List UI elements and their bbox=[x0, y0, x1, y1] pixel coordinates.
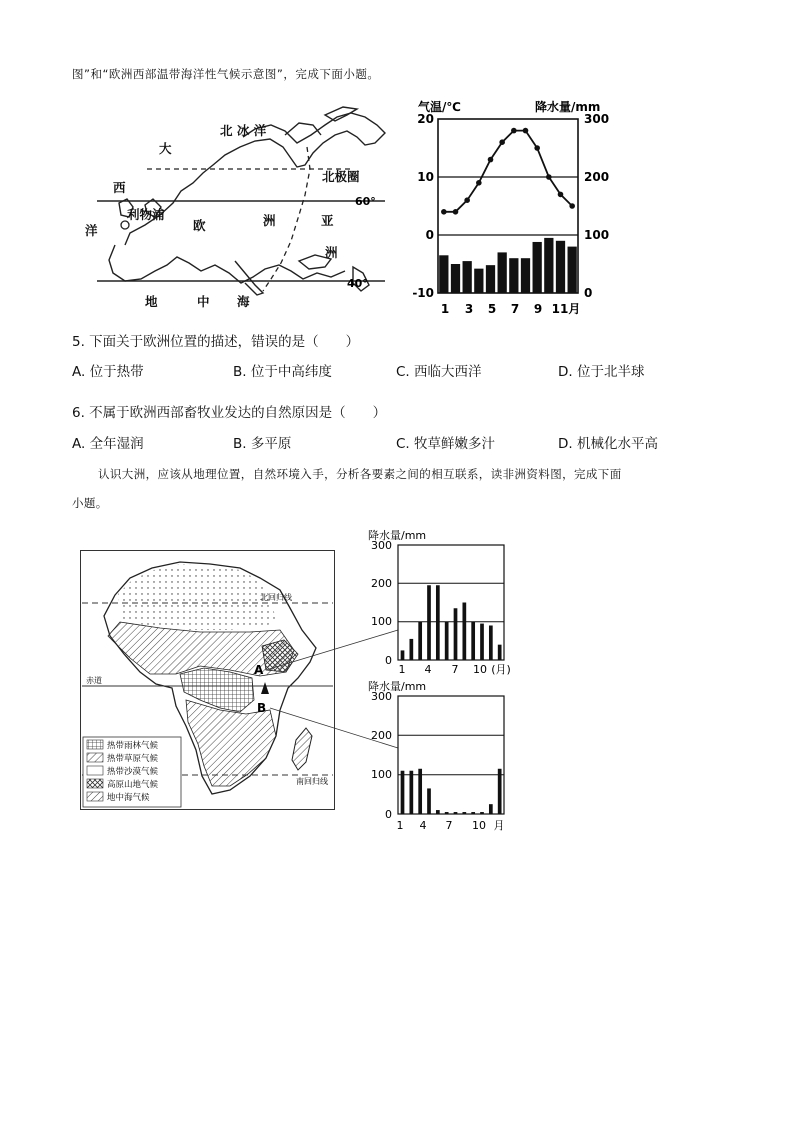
chart-a-xtick-1: 1 bbox=[398, 663, 406, 675]
chart-a-ytick-200: 200 bbox=[371, 577, 392, 590]
temperature-point-7 bbox=[511, 128, 517, 134]
chart-a-frame bbox=[398, 545, 504, 660]
chart-a-bar-9 bbox=[471, 622, 475, 660]
month-tick-1: 1 bbox=[440, 302, 450, 316]
chart-b-bar-1 bbox=[401, 771, 405, 814]
label-equator: 赤道 bbox=[86, 676, 102, 685]
chart-a-xtick-month: (月) bbox=[491, 663, 511, 675]
precip-tick-0: 0 bbox=[584, 286, 593, 300]
intro-line: 图”和“欧洲西部温带海洋性气候示意图”，完成下面小题。 bbox=[72, 67, 380, 81]
temperature-point-6 bbox=[499, 139, 505, 145]
q5-stem: 5. 下面关于欧洲位置的描述，错误的是（ ） bbox=[72, 334, 360, 350]
precip-bar-9 bbox=[533, 242, 542, 293]
legend-swatch-savanna bbox=[87, 753, 103, 762]
q6-stem: 6. 不属于欧洲西部畜牧业发达的自然原因是（ ） bbox=[72, 405, 387, 421]
africa-intro-line2: 小题。 bbox=[72, 496, 108, 510]
chart-a-bar-2 bbox=[409, 639, 413, 660]
q5-option-a[interactable]: A. 位于热带 bbox=[72, 364, 144, 380]
label-yang: 洋 bbox=[85, 223, 98, 238]
temp-tick-20: 20 bbox=[417, 112, 434, 126]
label-lat-60: 60° bbox=[355, 195, 376, 208]
temperature-point-9 bbox=[534, 145, 540, 151]
chart-b-xtick-10: 10 bbox=[472, 819, 486, 832]
label-liverpool: 利物浦 bbox=[127, 207, 165, 222]
label-ya: 亚 bbox=[321, 213, 334, 228]
label-xi: 西 bbox=[113, 180, 126, 195]
chart-b-bar-3 bbox=[418, 769, 422, 814]
precip-tick-100: 100 bbox=[584, 228, 610, 242]
label-arctic-ocean: 北 冰 洋 bbox=[220, 123, 267, 138]
chart-b-bar-9 bbox=[471, 812, 475, 814]
temperature-point-3 bbox=[464, 197, 470, 203]
chart-b-xtick-1: 1 bbox=[396, 819, 404, 832]
chart-a-xtick-10: 10 bbox=[473, 663, 487, 675]
legend-swatch-mediterranean bbox=[87, 792, 103, 801]
chart-b-ytick-200: 200 bbox=[371, 729, 392, 742]
precip-bar-4 bbox=[474, 269, 483, 293]
precip-tick-200: 200 bbox=[584, 170, 610, 184]
chart-a-bar-6 bbox=[445, 622, 449, 660]
italy-outline bbox=[235, 261, 263, 295]
label-di: 地 bbox=[145, 294, 158, 309]
europe-map bbox=[85, 95, 395, 315]
precip-chart-a bbox=[360, 525, 520, 675]
climate-chart bbox=[400, 95, 615, 320]
label-hai: 海 bbox=[237, 294, 250, 309]
label-lat-40: 40° bbox=[347, 277, 368, 290]
q6-option-a[interactable]: A. 全年湿润 bbox=[72, 436, 144, 452]
chart-b-ytick-300: 300 bbox=[371, 690, 392, 703]
temp-tick-10: 10 bbox=[417, 170, 434, 184]
chart-b-bar-2 bbox=[409, 771, 413, 814]
temperature-point-2 bbox=[453, 209, 459, 215]
precip-bar-10 bbox=[544, 238, 553, 293]
q6-option-d[interactable]: D. 机械化水平高 bbox=[558, 436, 658, 452]
chart-a-bar-12 bbox=[498, 645, 502, 660]
precip-chart-b bbox=[360, 676, 520, 836]
label-zhou-europe: 洲 bbox=[263, 213, 276, 228]
chart-a-ytick-300: 300 bbox=[371, 539, 392, 552]
chart-b-axis-title: 降水量/mm bbox=[368, 680, 427, 693]
precip-bar-12 bbox=[568, 247, 577, 293]
label-point-a: A bbox=[254, 663, 264, 677]
month-tick-3: 3 bbox=[464, 302, 474, 316]
chart-b-bar-5 bbox=[436, 810, 440, 814]
chart-a-bar-3 bbox=[418, 622, 422, 660]
iberia-coast bbox=[109, 245, 345, 283]
precip-bar-2 bbox=[451, 264, 460, 293]
precip-bar-7 bbox=[509, 258, 518, 293]
precip-bar-11 bbox=[556, 241, 565, 293]
chart-b-bar-7 bbox=[454, 812, 458, 814]
temperature-point-11 bbox=[558, 192, 564, 198]
chart-a-bar-10 bbox=[480, 624, 484, 660]
label-tropic-cancer: 北回归线 bbox=[260, 593, 292, 602]
label-ou: 欧 bbox=[193, 218, 206, 233]
chart-b-bar-4 bbox=[427, 788, 431, 814]
chart-a-bar-7 bbox=[454, 608, 458, 660]
chart-b-bar-10 bbox=[480, 812, 484, 814]
temperature-point-5 bbox=[488, 157, 494, 163]
chart-a-xtick-7: 7 bbox=[451, 663, 459, 675]
label-zhou-asia: 洲 bbox=[325, 245, 338, 260]
chart-b-frame bbox=[398, 696, 504, 814]
legend-label-savanna: 热带草原气候 bbox=[107, 754, 159, 764]
chart-a-ytick-100: 100 bbox=[371, 615, 392, 628]
scandinavia-north bbox=[285, 123, 321, 135]
precip-bar-8 bbox=[521, 258, 530, 293]
chart-a-bar-4 bbox=[427, 585, 431, 660]
precip-axis-title: 降水量/mm bbox=[535, 100, 601, 114]
label-da: 大 bbox=[159, 141, 172, 156]
chart-a-bar-11 bbox=[489, 626, 493, 661]
chart-a-bar-1 bbox=[401, 650, 405, 660]
q6-option-b[interactable]: B. 多平原 bbox=[233, 436, 292, 452]
label-zhong: 中 bbox=[197, 294, 210, 309]
q6-option-c[interactable]: C. 牧草鲜嫩多汁 bbox=[396, 436, 496, 452]
label-arctic-circle: 北极圈 bbox=[322, 169, 360, 184]
africa-intro-line1: 认识大洲，应该从地理位置，自然环境入手，分析各要素之间的相互联系，读非洲资料图，完成下面 bbox=[98, 467, 622, 481]
chart-a-bar-5 bbox=[436, 585, 440, 660]
chart-b-bar-8 bbox=[462, 812, 466, 814]
chart-a-bar-8 bbox=[462, 603, 466, 661]
temp-axis-title: 气温/℃ bbox=[418, 100, 461, 114]
temperature-point-8 bbox=[523, 128, 529, 134]
chart-b-xtick-4: 4 bbox=[419, 819, 427, 832]
precip-bar-1 bbox=[439, 255, 448, 293]
temperature-point-10 bbox=[546, 174, 552, 180]
month-tick-11: 11月 bbox=[551, 302, 581, 316]
legend-swatch-highland bbox=[87, 779, 103, 788]
q5-option-d[interactable]: D. 位于北半球 bbox=[558, 364, 645, 380]
temperature-point-12 bbox=[569, 203, 575, 209]
month-tick-7: 7 bbox=[510, 302, 520, 316]
chart-b-ytick-0: 0 bbox=[385, 808, 392, 821]
chart-b-xtick-month: 月 bbox=[493, 819, 505, 832]
temperature-point-4 bbox=[476, 180, 482, 186]
precip-bar-3 bbox=[463, 261, 472, 293]
liverpool-point bbox=[121, 221, 129, 229]
chart-b-bar-6 bbox=[445, 812, 449, 814]
precip-bar-6 bbox=[498, 252, 507, 293]
chart-a-ytick-0: 0 bbox=[385, 654, 392, 667]
legend-swatch-rainforest bbox=[87, 740, 103, 749]
chart-b-bar-11 bbox=[489, 804, 493, 814]
temperature-line bbox=[444, 131, 572, 212]
month-tick-9: 9 bbox=[533, 302, 543, 316]
chart-b-ytick-100: 100 bbox=[371, 768, 392, 781]
legend-label-desert: 热带沙漠气候 bbox=[107, 767, 159, 777]
legend-label-rainforest: 热带雨林气候 bbox=[107, 741, 159, 751]
temp-tick-neg10: -10 bbox=[412, 286, 434, 300]
chart-a-axis-title: 降水量/mm bbox=[368, 529, 427, 542]
temperature-point-1 bbox=[441, 209, 447, 215]
chart-a-xtick-4: 4 bbox=[424, 663, 432, 675]
chart-b-xtick-7: 7 bbox=[445, 819, 453, 832]
q5-option-b[interactable]: B. 位于中高纬度 bbox=[233, 364, 332, 380]
legend-label-highland: 高原山地气候 bbox=[107, 780, 159, 790]
chart-b-bar-12 bbox=[498, 769, 502, 814]
q5-option-c[interactable]: C. 西临大西洋 bbox=[396, 364, 482, 380]
legend-swatch-desert bbox=[87, 766, 103, 775]
label-tropic-capricorn: 南回归线 bbox=[296, 777, 328, 786]
precip-tick-300: 300 bbox=[584, 112, 610, 126]
temp-tick-0: 0 bbox=[425, 228, 434, 242]
precip-bar-5 bbox=[486, 265, 495, 293]
legend-label-mediterranean: 地中海气候 bbox=[107, 793, 150, 803]
label-point-b: B bbox=[257, 701, 267, 715]
month-tick-5: 5 bbox=[487, 302, 497, 316]
